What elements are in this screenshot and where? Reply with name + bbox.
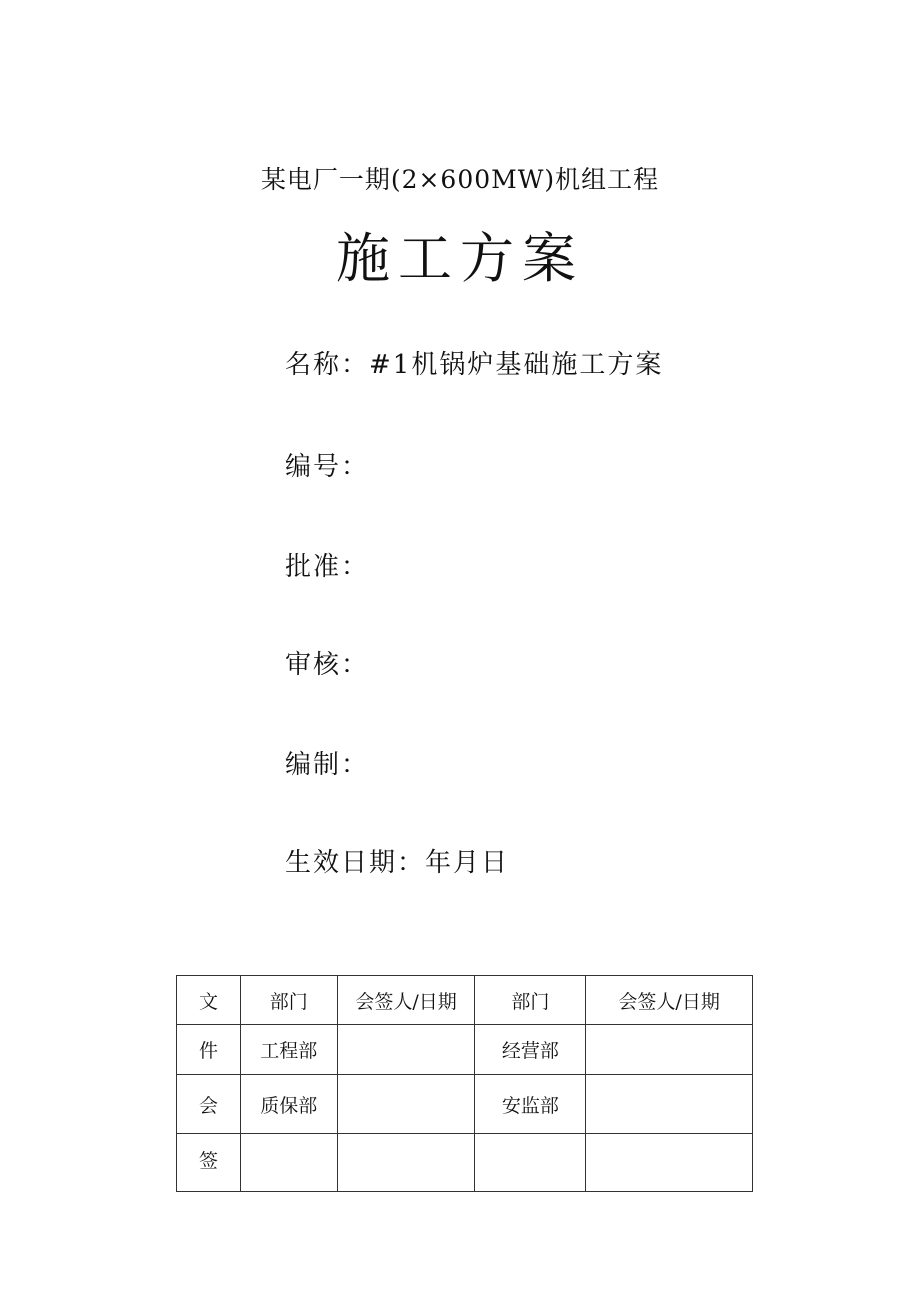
field-review: 审核： <box>285 650 370 680</box>
table-row <box>177 976 753 1025</box>
signature-cell <box>337 1025 475 1075</box>
signoff-table <box>176 975 753 1192</box>
side-label-cell: 会 <box>177 1075 241 1133</box>
header-cell: 部门 <box>240 976 337 1025</box>
field-approve: 批准： <box>285 552 370 582</box>
table-row <box>177 1133 753 1191</box>
header-cell: 会签人/日期 <box>586 976 753 1025</box>
project-subtitle: 某电厂一期(2×600MW)机组工程 <box>260 165 660 194</box>
document-title: 施工方案 <box>336 227 584 290</box>
table-row <box>177 1025 753 1075</box>
department-cell: 工程部 <box>240 1025 337 1075</box>
field-prepare: 编制： <box>285 750 370 780</box>
department-cell <box>475 1133 586 1191</box>
department-cell: 经营部 <box>475 1025 586 1075</box>
header-cell: 部门 <box>475 976 586 1025</box>
field-name: 名称：#1机锅炉基础施工方案 <box>285 350 664 380</box>
signature-cell <box>586 1133 753 1191</box>
signature-cell <box>337 1075 475 1133</box>
side-label-cell: 件 <box>177 1025 241 1075</box>
header-cell: 会签人/日期 <box>337 976 475 1025</box>
department-cell <box>240 1133 337 1191</box>
signature-cell <box>337 1133 475 1191</box>
field-number: 编号： <box>285 452 370 482</box>
department-cell: 质保部 <box>240 1075 337 1133</box>
side-label-cell: 文 <box>177 976 241 1025</box>
field-effective-date: 生效日期：年月日 <box>285 848 510 878</box>
signature-cell <box>586 1075 753 1133</box>
side-label-cell: 签 <box>177 1133 241 1191</box>
department-cell: 安监部 <box>475 1075 586 1133</box>
table-row <box>177 1075 753 1133</box>
signature-cell <box>586 1025 753 1075</box>
